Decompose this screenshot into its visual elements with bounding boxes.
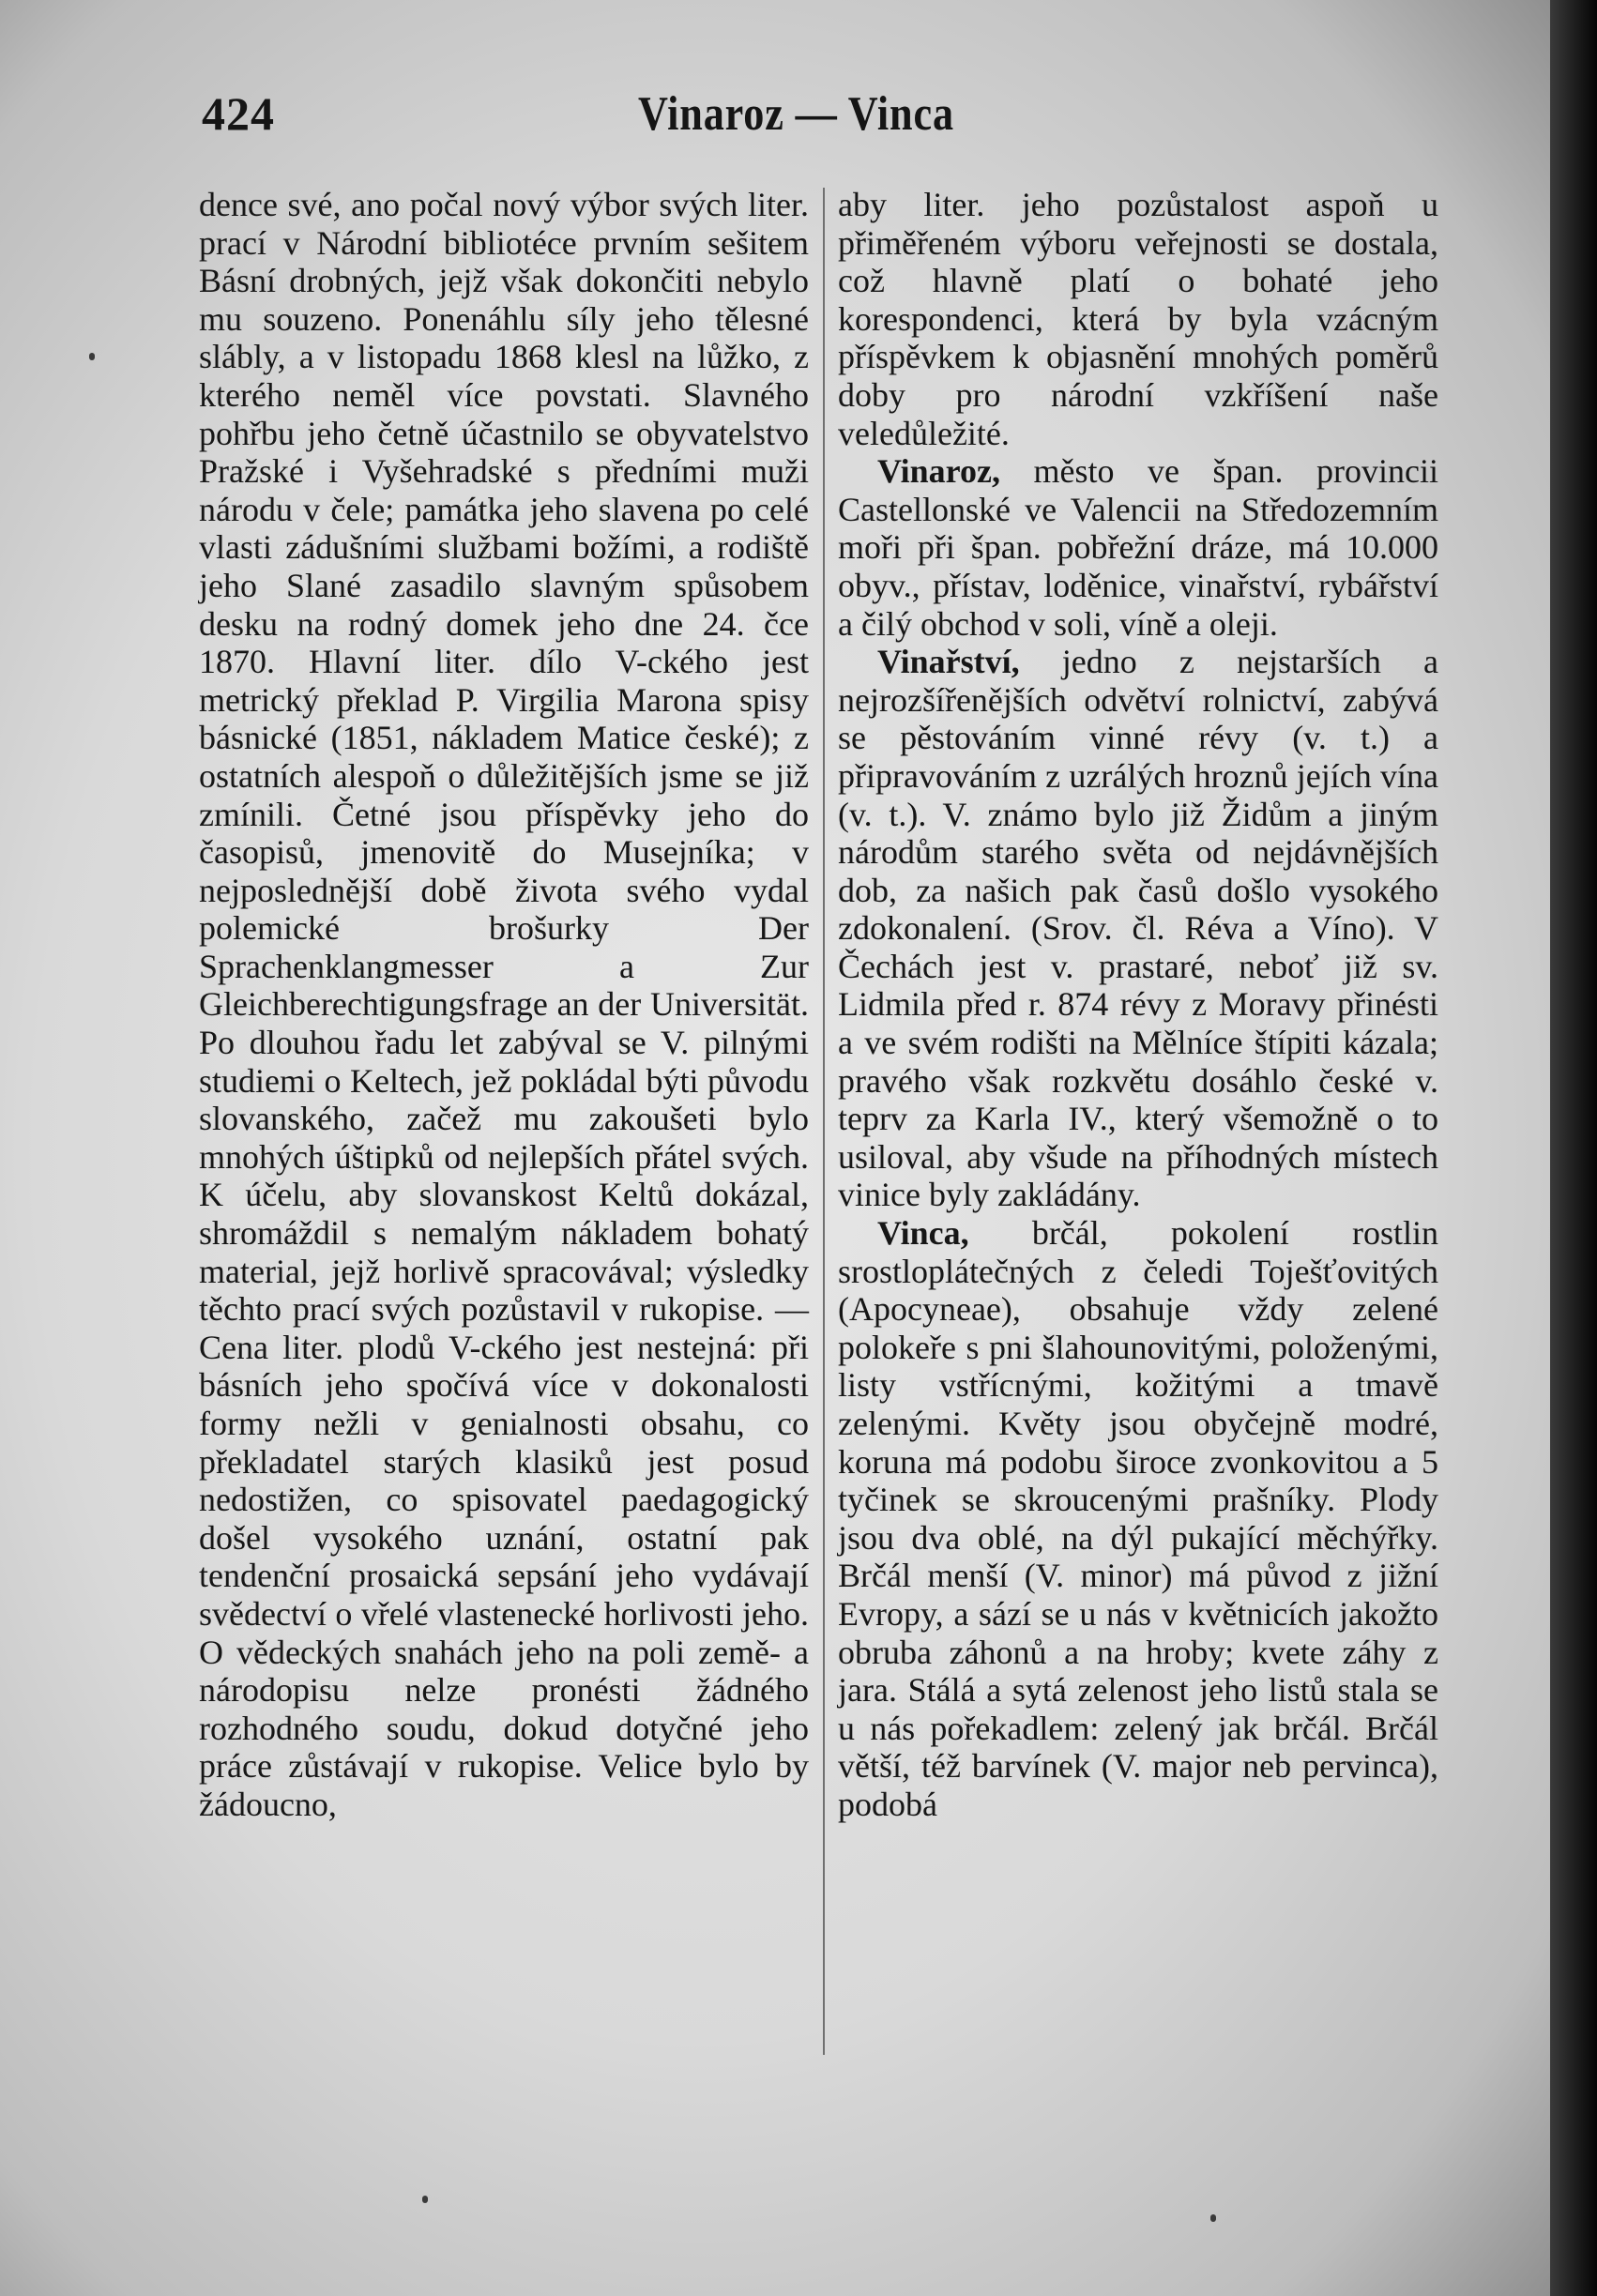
headword-vinaroz: Vinaroz, <box>877 452 1000 491</box>
ink-speck <box>89 353 95 360</box>
scan-edge-shadow <box>1550 0 1597 2296</box>
page-header <box>202 86 1440 152</box>
left-column-text: dence své, ano počal nový výbor svých liter. prací v Národní bibliotéce prvním sešitem Básní drobných, jejž však dokončiti nebylo mu souzeno. Ponenáhlu síly jeho tělesné slábly, a v listopadu 1868 klesl na lůžko, z kterého neměl více povstati. Slavného pohřbu jeho četně účastnilo se obyvatelstvo Pražské i Vyšehradské s předními muži národu v čele; památka jeho slavena po celé vlasti zádušními službami božími, a rodiště jeho Slané zasadilo slavným spůsobem desku na rodný domek jeho dne 24. čce 1870. Hlavní liter. dílo V-ckého jest metrický překlad P. Virgilia Marona spisy básnické (1851, nákladem Matice české); z ostatních alespoň o důležitějších jsme se již zmínili. Četné jsou příspěvky jeho do časopisů, jmenovitě do Musejníka; v nejposlednější době života svého vydal polemické brošurky Der Sprachenklangmesser a Zur Gleichberechtigungsfrage an der Universität. Po dlouhou řadu let zabýval se V. pilnými studiemi o Keltech, jež pokládal býti původu slovanského, začež mu zakoušeti bylo mnohých úštipků od nejlepších přátel svých. K účelu, aby slovanskost Keltů dokázal, shromáždil s nemalým nákladem bohatý material, jejž horlivě spracovával; výsledky těchto prací svých pozůstavil v rukopise. — Cena liter. plodů V-ckého jest nestejná: při básních jeho spočívá více v dokonalosti formy nežli v genialnosti obsahu, co překladatel starých klasiků jest posud nedostižen, co spisovatel paedagogický došel vysokého uznání, ostatní pak tendenční prosaická sepsání jeho vydávají svědectví o vřelé vlastenecké horlivosti jeho. O vědeckých snahách jeho na poli země- a národopisu nelze pronésti žádného rozhodného soudu, dokud dotyčné jeho práce zůstávají v rukopise. Velice bylo by žádoucno, <box>199 186 809 1823</box>
entry-vinca-text: brčál, pokolení rostlin srostloplátečných z čeledi Toješťovitých (Apocyneae), obsahuje vždy zelené polokeře s pni šlahounovitými, položenými, listy vstřícnými, kožitými a tmavě zelenými. Květy jsou obyčejně modré, koruna má podobu široce zvonkovitou a 5 tyčinek se skroucenými prašníky. Plody jsou dva oblé, na dýl pukající měchýřky. Brčál menší (V. minor) má původ z jižní Evropy, a sází se u nás v květnicích jakožto obruba záhonů a na hroby; kvete záhy z jara. Stálá a sytá zelenost jeho listů stala se u nás pořekadlem: zelený jak brčál. Brčál větší, též barvínek (V. major neb pervinca), podobá <box>838 1214 1439 1823</box>
page-number: 424 <box>202 87 275 140</box>
headword-vinarstvi: Vinařství, <box>877 643 1020 681</box>
entry-vinarstvi <box>838 643 1438 1214</box>
entry-vinaroz-text: město ve špan. provincii Castellonské ve Valencii na Středozemním moři při špan. pobřežní dráze, má 10.000 obyv., přístav, loděnice, vinařství, rybářství a čilý obchod v soli, víně a oleji. <box>838 452 1438 643</box>
entry-vinca <box>838 1214 1438 1824</box>
ink-speck <box>1210 2214 1216 2222</box>
entry-vinarstvi-text: jedno z nejstarších a nejrozšířenějších odvětví rolnictví, zabývá se pěstováním vinné révy (v. t.) a připravováním z uzrálých hroznů jejích vína (v. t.). V. známo bylo již Židům a jiným národům starého světa od nejdávnějších dob, za našich pak časů došlo vysokého zdokonalení. (Srov. čl. Réva a Víno). V Čechách jest v. prastaré, neboť již sv. Lidmila před r. 874 révy z Moravy přinésti a ve svém rodišti na Mělníce štípiti kázala; pravého však rozkvětu dosáhlo české v. teprv za Karla IV., který všemožně o to usiloval, aby všude na příhodných místech vinice byly zakládány. <box>838 643 1438 1214</box>
running-head: Vinaroz — Vinca <box>638 87 954 141</box>
right-column <box>838 186 1438 1824</box>
continuation-text: aby liter. jeho pozůstalost aspoň u přiměřeném výboru veřejnosti se dostala, což hlavně platí o bohaté jeho korespondenci, která by byla vzácným příspěvkem k objasnění mnohých poměrů doby pro národní vzkříšení naše veledůležité. <box>838 186 1438 452</box>
headword-vinca: Vinca, <box>877 1214 969 1253</box>
entry-vinaroz <box>838 452 1438 643</box>
column-rule <box>823 188 825 2055</box>
left-column <box>199 186 809 1824</box>
ink-speck <box>422 2196 428 2203</box>
